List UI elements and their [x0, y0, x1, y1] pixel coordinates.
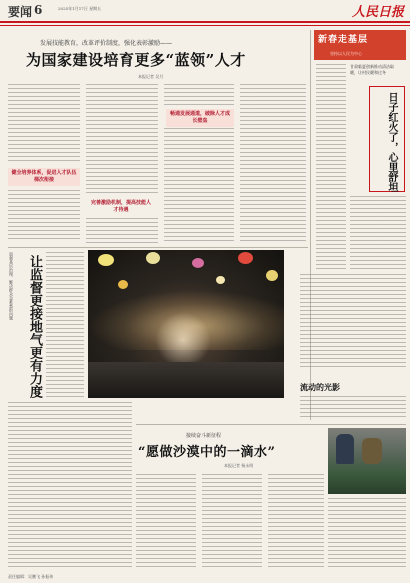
lantern-pink: [192, 258, 204, 268]
section-title: 要闻: [8, 5, 33, 19]
photo-caption: 流动的光影: [300, 382, 340, 392]
lead-body-col-3a: [164, 84, 234, 106]
lead-subhead-1: 健全培养体系，促进人才队伍梯次衔接: [8, 168, 80, 186]
lantern-photo: [88, 250, 284, 398]
lead-headline: 为国家建设培育更多“蓝领”人才: [26, 51, 246, 69]
sidebar-headline: 日子红火了，心里舒坦: [386, 92, 397, 192]
issue-date: 2025年1月17日 星期五: [58, 6, 102, 11]
sidebar-logo: 新春走基层: [318, 35, 369, 45]
lantern-tunnel: [148, 310, 218, 370]
page-footer: 责任编辑：吴鹏飞 孙振伟: [8, 574, 54, 579]
left-feature-body-1: [46, 252, 84, 398]
lead-subhead-2: 畅通发展通道，破除人才成长壁垒: [166, 109, 234, 127]
section-divider: [8, 247, 308, 248]
lead-subhead-3: 完善激励机制，提高技能人才待遇: [90, 200, 151, 213]
lantern-red: [238, 252, 253, 264]
left-feature-headline: 让监督更接地气更有力度: [27, 255, 42, 398]
lead-body-col-2: [86, 84, 158, 196]
bottom-byline: 本报记者 杨永明: [224, 463, 254, 468]
sidebar-body-2: [350, 196, 406, 270]
bottom-body-col-3: [268, 474, 324, 570]
lead-body-col-1b: [8, 190, 80, 242]
page-number: 6: [34, 3, 43, 17]
street-ground: [88, 362, 284, 398]
greenhouse-photo: [328, 428, 406, 494]
person-figure: [336, 434, 354, 464]
lantern-yellow: [98, 254, 114, 266]
sidebar-tagline: 坚持以人民为中心: [330, 51, 362, 56]
lantern-cream: [146, 252, 160, 264]
lead-body-col-1: [8, 84, 80, 164]
lead-byline: 本报记者 吴月: [138, 74, 164, 79]
lead-body-col-3: [164, 128, 234, 244]
paper-logo: 人民日报: [352, 5, 405, 20]
lead-kicker: 发展技能教育，改革评价制度，强化表彰激励——: [40, 40, 173, 47]
bottom-body-col-1: [136, 474, 196, 570]
person-figure-2: [362, 438, 382, 464]
lantern-gold: [266, 270, 278, 281]
bottom-body-col-4: [328, 498, 406, 570]
sidebar-body-3: [300, 274, 406, 370]
photo-caption-body: [300, 396, 406, 420]
bottom-headline: “愿做沙漠中的一滴水”: [138, 445, 276, 460]
lead-body-col-2b: [86, 218, 158, 244]
lantern-amber: [118, 280, 128, 289]
lantern-white: [216, 276, 225, 284]
left-feature-body-2: [8, 402, 132, 570]
header-rule: [0, 21, 410, 23]
sidebar-body-1: [316, 64, 346, 270]
bottom-divider: [136, 424, 406, 425]
bottom-body-col-2: [202, 474, 262, 570]
header-rule-thin: [0, 25, 410, 26]
bottom-kicker: 接续奋斗新征程: [186, 433, 222, 439]
sidebar-kicker: 甘肃临夏创新推动清洁取暖，让村民暖和过冬: [350, 64, 394, 75]
left-feature-kicker: 加强基层治理、解决群众急难愁盼问题: [9, 252, 14, 320]
lead-body-col-4: [240, 84, 306, 244]
